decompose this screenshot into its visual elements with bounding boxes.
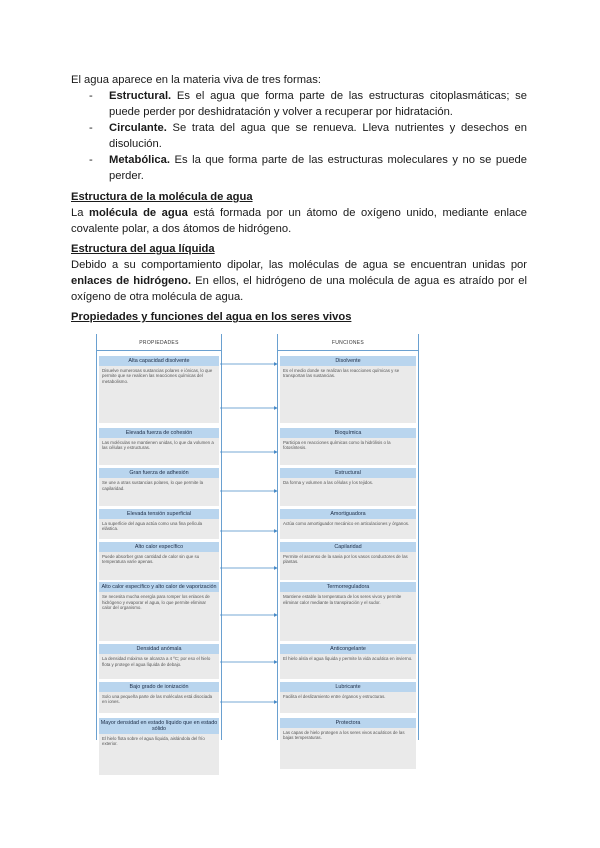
column-header: FUNCIONES <box>278 336 418 351</box>
list-item <box>109 152 527 184</box>
cell-title: Anticongelante <box>280 644 416 654</box>
cell-description: Participa en reacciones químicas como la hidrólisis o la fotosíntesis. <box>280 438 416 466</box>
cell-title: Elevada tensión superficial <box>99 509 219 519</box>
liquid-water-section <box>71 241 527 305</box>
cell-title: Capilaridad <box>280 542 416 552</box>
cell-title: Elevada fuerza de cohesión <box>99 428 219 438</box>
column-header: PROPIEDADES <box>97 336 221 351</box>
cell-title: Amortiguadora <box>280 509 416 519</box>
properties-section <box>71 309 527 325</box>
cell-description: Es el medio donde se realizan las reacciones químicas y se transportan las sustancias. <box>280 366 416 423</box>
cell-description: El hielo flota sobre el agua líquida, aislándola del frío exterior. <box>99 734 219 775</box>
body-text: En ellos, el hidrógeno de una molécula de agua es atraído por el oxígeno de otra molécula de agua. <box>71 275 527 303</box>
form-text: Es la que forma parte de las estructuras moleculares y no se puede perder. <box>109 154 527 182</box>
cell-description: Actúa como amortiguador mecánico en articulaciones y órganos. <box>280 519 416 539</box>
list-item <box>109 120 527 152</box>
cell-description: La densidad máxima se alcanza a 4 ºC; por eso el hielo flota y protege el agua líquida de debajo. <box>99 654 219 679</box>
cell-description: Las moléculas se mantienen unidas, lo que da volumen a las células y estructuras. <box>99 438 219 466</box>
body-text: La <box>71 207 90 219</box>
intro-section <box>71 72 527 184</box>
cell-description: Facilita el deslizamiento entre órganos y estructuras. <box>280 692 416 713</box>
section-heading: Propiedades y funciones del agua en los seres vivos <box>71 311 352 323</box>
molecule-section <box>71 189 527 237</box>
cell-title: Bioquímica <box>280 428 416 438</box>
cell-title: Gran fuerza de adhesión <box>99 468 219 478</box>
cell-description: Solo una pequeña parte de las moléculas está disociada en iones. <box>99 692 219 713</box>
body-bold: molécula de agua <box>89 207 188 219</box>
body-text: está formada por un átomo de oxígeno unido, mediante enlace covalente polar, a dos átomos de hidrógeno. <box>71 207 527 235</box>
cell-title: Mayor densidad en estado líquido que en estado sólido <box>100 719 218 732</box>
cell-title: Alta capacidad disolvente <box>99 356 219 366</box>
cell-title: Disolvente <box>280 356 416 366</box>
cell-description: Permite el ascenso de la savia por los vasos conductores de las plantas. <box>280 552 416 580</box>
intro-lead: El agua aparece en la materia viva de tres formas: <box>71 74 321 86</box>
cell-description: Mantiene estable la temperatura de los seres vivos y permite eliminar calor mediante la transpiración y el sudor. <box>280 592 416 641</box>
cell-description: Da forma y volumen a las células y los tejidos. <box>280 478 416 506</box>
cell-title: Estructural <box>280 468 416 478</box>
form-term: Circulante. <box>109 122 167 134</box>
cell-description: La superficie del agua actúa como una fina película elástica. <box>99 519 219 539</box>
body-text: Debido a su comportamiento dipolar, las moléculas de agua se encuentran unidas por <box>71 259 527 271</box>
cell-description: Las capas de hielo protegen a los seres vivos acuáticos de las bajas temperaturas. <box>280 728 416 769</box>
section-body <box>71 205 527 237</box>
cell-title: Alto calor específico <box>99 542 219 552</box>
cell-description: El hielo aísla el agua líquida y permite la vida acuática en invierno. <box>280 654 416 679</box>
cell-description: Disuelve numerosas sustancias polares e iónicas, lo que permite que se realicen las reacciones químicas del metabolismo. <box>99 366 219 423</box>
section-body <box>71 257 527 305</box>
form-term: Estructural. <box>109 90 172 102</box>
cell-description: Se necesita mucha energía para romper los enlaces de hidrógeno y evaporar el agua, lo que permite eliminar calor del organismo. <box>99 592 219 641</box>
form-term: Metabólica. <box>109 154 170 166</box>
cell-title: Alto calor específico y alto calor de vaporización <box>99 582 219 592</box>
section-heading: Estructura del agua líquida <box>71 243 215 255</box>
section-heading: Estructura de la molécula de agua <box>71 191 253 203</box>
form-text: Es el agua que forma parte de las estructuras citoplasmáticas; se puede perder por deshidratación y volver a recuperar por hidratación. <box>109 90 527 118</box>
list-item <box>109 88 527 120</box>
cell-title: Protectora <box>280 718 416 728</box>
form-text: Se trata del agua que se renueva. Lleva nutrientes y desechos en disolución. <box>109 122 527 150</box>
cell-title: Bajo grado de ionización <box>99 682 219 692</box>
water-forms-list <box>71 88 527 184</box>
body-bold: enlaces de hidrógeno. <box>71 275 192 287</box>
cell-description: Se une a otras sustancias polares, lo que permite la capilaridad. <box>99 478 219 506</box>
cell-description: Puede absorber gran cantidad de calor sin que su temperatura varíe apenas. <box>99 552 219 580</box>
cell-title: Lubricante <box>280 682 416 692</box>
cell-title: Densidad anómala <box>99 644 219 654</box>
connector-arrows <box>96 334 420 740</box>
cell-title: Termorreguladora <box>280 582 416 592</box>
properties-functions-table <box>96 334 420 747</box>
